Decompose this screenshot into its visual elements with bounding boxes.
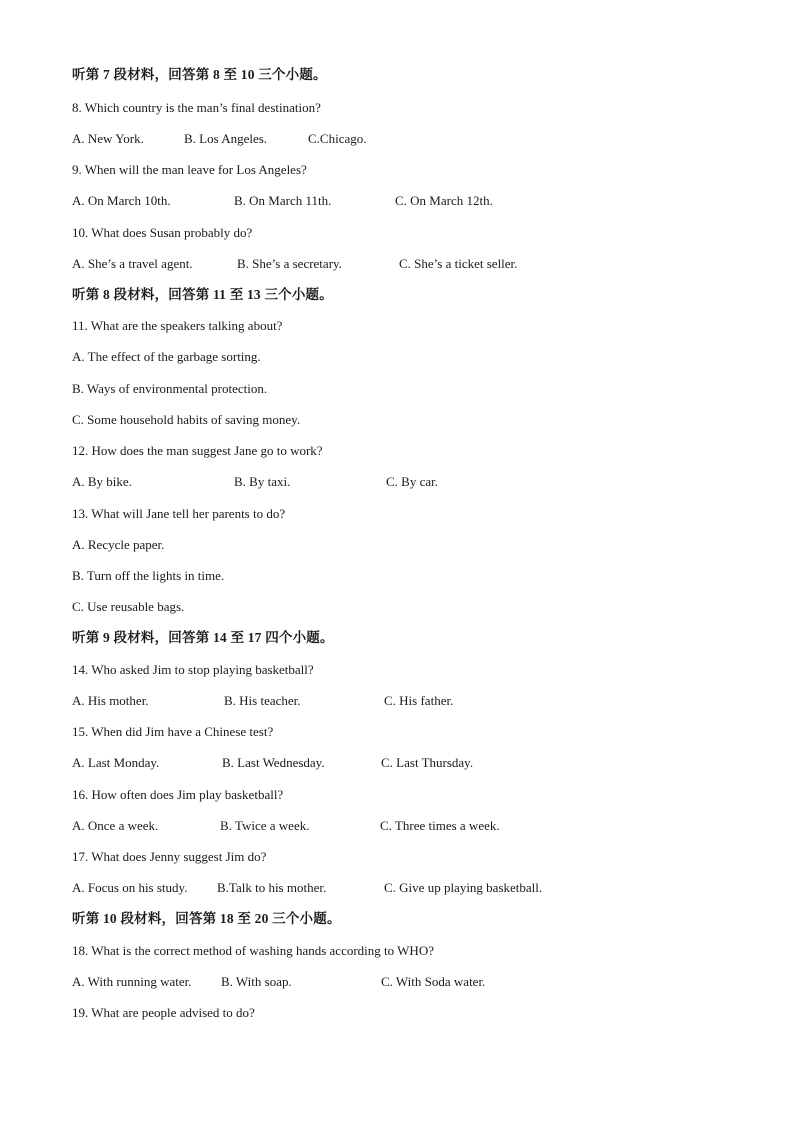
option-11a: A. The effect of the garbage sorting. [72,349,261,364]
options-row-18 [72,974,772,990]
section-heading-10: 听第 10 段材料，回答第 18 至 20 三个小题。 [72,911,341,926]
option-17c: C. Give up playing basketball. [384,880,543,895]
option-16b: B. Twice a week. [220,818,310,833]
question-19: 19. What are people advised to do? [72,1005,255,1020]
option-16c: C. Three times a week. [380,818,500,833]
option-10a: A. She’s a travel agent. [72,256,193,271]
option-18b: B. With soap. [221,974,292,989]
options-row-15 [72,755,772,771]
option-13a: A. Recycle paper. [72,537,165,552]
options-row-8 [72,131,772,147]
option-17a: A. Focus on his study. [72,880,188,895]
question-15: 15. When did Jim have a Chinese test? [72,724,274,739]
option-15b: B. Last Wednesday. [222,755,325,770]
option-12a: A. By bike. [72,474,132,489]
option-9c: C. On March 12th. [395,193,493,208]
option-8a: A. New York. [72,131,144,146]
question-12: 12. How does the man suggest Jane go to work? [72,443,323,458]
option-17b: B.Talk to his mother. [217,880,327,895]
option-8b: B. Los Angeles. [184,131,268,146]
option-8c: C.Chicago. [308,131,367,146]
options-row-9 [72,193,772,209]
option-10b: B. She’s a secretary. [237,256,342,271]
options-row-10 [72,256,772,272]
option-13c: C. Use reusable bags. [72,599,185,614]
section-heading-8: 听第 8 段材料，回答第 11 至 13 三个小题。 [72,287,333,302]
option-9a: A. On March 10th. [72,193,171,208]
question-16: 16. How often does Jim play basketball? [72,787,284,802]
option-15a: A. Last Monday. [72,755,160,770]
options-row-16 [72,818,772,834]
option-14b: B. His teacher. [224,693,301,708]
option-14c: C. His father. [384,693,454,708]
question-10: 10. What does Susan probably do? [72,225,253,240]
option-16a: A. Once a week. [72,818,159,833]
section-heading-9: 听第 9 段材料，回答第 14 至 17 四个小题。 [72,630,334,645]
option-14a: A. His mother. [72,693,149,708]
option-18c: C. With Soda water. [381,974,486,989]
option-13b: B. Turn off the lights in time. [72,568,225,583]
option-9b: B. On March 11th. [234,193,332,208]
question-8: 8. Which country is the man’s final destination? [72,100,321,115]
question-13: 13. What will Jane tell her parents to do? [72,506,286,521]
option-18a: A. With running water. [72,974,192,989]
section-heading-7: 听第 7 段材料，回答第 8 至 10 三个小题。 [72,67,327,82]
option-11c: C. Some household habits of saving money. [72,412,301,427]
option-12b: B. By taxi. [234,474,291,489]
option-10c: C. She’s a ticket seller. [399,256,518,271]
option-15c: C. Last Thursday. [381,755,474,770]
question-14: 14. Who asked Jim to stop playing basketball? [72,662,314,677]
options-row-17 [72,880,772,896]
option-11b: B. Ways of environmental protection. [72,381,268,396]
options-row-12 [72,474,772,490]
options-row-14 [72,693,772,709]
option-12c: C. By car. [386,474,438,489]
question-9: 9. When will the man leave for Los Angeles? [72,162,307,177]
question-11: 11. What are the speakers talking about? [72,318,283,333]
question-17: 17. What does Jenny suggest Jim do? [72,849,267,864]
question-18: 18. What is the correct method of washing hands according to WHO? [72,943,434,958]
